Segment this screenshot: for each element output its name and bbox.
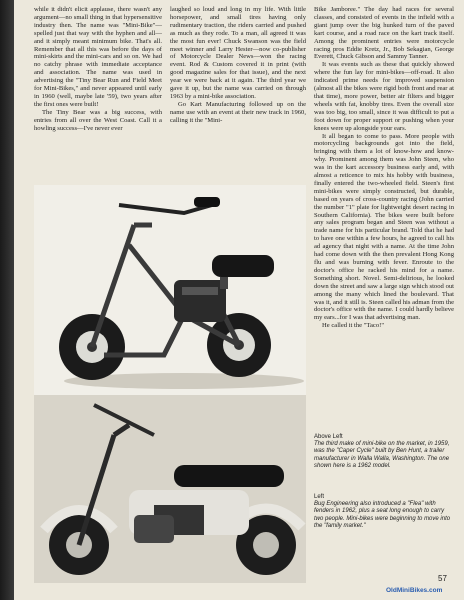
caption-text: Bug Engineering also introduced a "Flea" with fenders in 1962, plus a seat long enough to carry two people. Mini-bikes were beginning to move into the "family market." (314, 501, 451, 529)
photo-caption (314, 494, 454, 530)
paragraph: It was events such as these that quickly showed where the fun lay for mini-bikes—off-road. It also indicated prime needs for improved suspension (almost all the bikes were rigid both front and rear at that time), more power, better air filters and bigger wheels with fat, knobby tires. Even the overall size was too big, too small, since it was difficult to put a foot down for proper support or pushing when your knees were up alongside your ears. (314, 61, 454, 132)
paragraph: laughed so loud and long in my life. With little horsepower, and small tires having only rudimentary traction, the riders carried and pushed as much as they rode. To a man, all agreed it was the most fun ever! Chuck Swanson was the field meet winner and Larry Hester—now co-publisher of Motorcycle Dealer News—won the racing event. Rod & Custom covered it in print (with good magazine sales for that issue), and the next year we were back at it again. The third year we gave it up, but the name was carried on through 1963 by a mini-bike association. (170, 6, 306, 100)
watermark: OldMiniBikes.com (386, 587, 443, 594)
paragraph: The Tiny Bear was a big success, with entries from all over the West Coast. Call it a howling success—I've never ever (34, 108, 162, 132)
page-number: 57 (438, 574, 447, 583)
paragraph: Bike Jamboree." The day had races for several classes, and consisted of events in the infield with a giant jump over the big hunked turn of the paved kart course, and a road race on the kart track itself. Among the prominent entries were motorcycle racing pros Eddie Kretz, Jr., Bob Sekagian, George Everett, Chuck Gibson and Sammy Tanner. (314, 6, 454, 61)
minibike-photo-caper-cycle (34, 185, 306, 395)
text-column-3 (314, 6, 454, 330)
minibike-photo-flea (34, 395, 306, 583)
paragraph: It all began to come to pass. More people with motorcycling backgrounds got into the field, bringing with them a lot of know-how and know-why. Prominent among them was John Steen, who was in the kart accessory business early and, with almost a reticence to mix his hobby with business, finally entered the two-wheeled field. Steen's first mini-bikes were simply constructed, but durable, based on years of cross-country racing (John carried the number "1" plate for lightweight desert racing in Southern California). The bikes were built before any sales program began and Steen was without a trade name for his particular brand. Told that he had to have one within a few hours, he agreed to call his ad agency that night with a name. At the time John had come down with the then prevalent Hong Kong flu and was burning with fever. Enroute to the doctor's office he racked his mind for a name. Something short. Novel. Semi-delirious, he looked down the street and saw a large sign which stood out among the many which lined the boulevard. That was it, and it still is. Steen called his adman from the doctor's office with the name. I could hardly believe my ears...for I was that advertising man. (314, 132, 454, 322)
paragraph: He called it the "Taco!" (322, 322, 385, 330)
caption-text: The third make of mini-bike on the market, in 1959, was the "Caper Cycle" built by Ben Hunt, a trailer manufacturer in Walla Walla, Washington. The one shown here is a 1962 model. (314, 441, 450, 469)
binding-edge (0, 0, 14, 600)
paragraph: Go Kart Manufacturing followed up on the name use with an event at their new track in 1960, calling it the "Mini- (170, 100, 306, 124)
caption-heading: Left (314, 494, 325, 500)
text-column-2 (170, 6, 306, 125)
caption-heading: Above Left (314, 434, 343, 440)
text-column-1 (34, 6, 162, 133)
magazine-page (14, 0, 464, 600)
photo-caption (314, 434, 454, 470)
minibike-illustration (34, 185, 306, 395)
paragraph: while it didn't elicit applause, there wasn't any argument—no small thing in that hypersensitive industry then. The name was "Mini-Bike"—spelled just that way with the hyphen and all—and it simply meant minimum bike. That's all. Remember that all this was before the days of mini-skirts and the mini-cars and so on. We had no catchy phrase with immediate acceptance and association. The name was used in advertising the "Tiny Bear Run and Field Meet for Mini-Bikes," and never appeared until early in 1960 (well, maybe late '59), two years after the first ones were built! (34, 6, 162, 108)
minibike-illustration (34, 395, 306, 583)
